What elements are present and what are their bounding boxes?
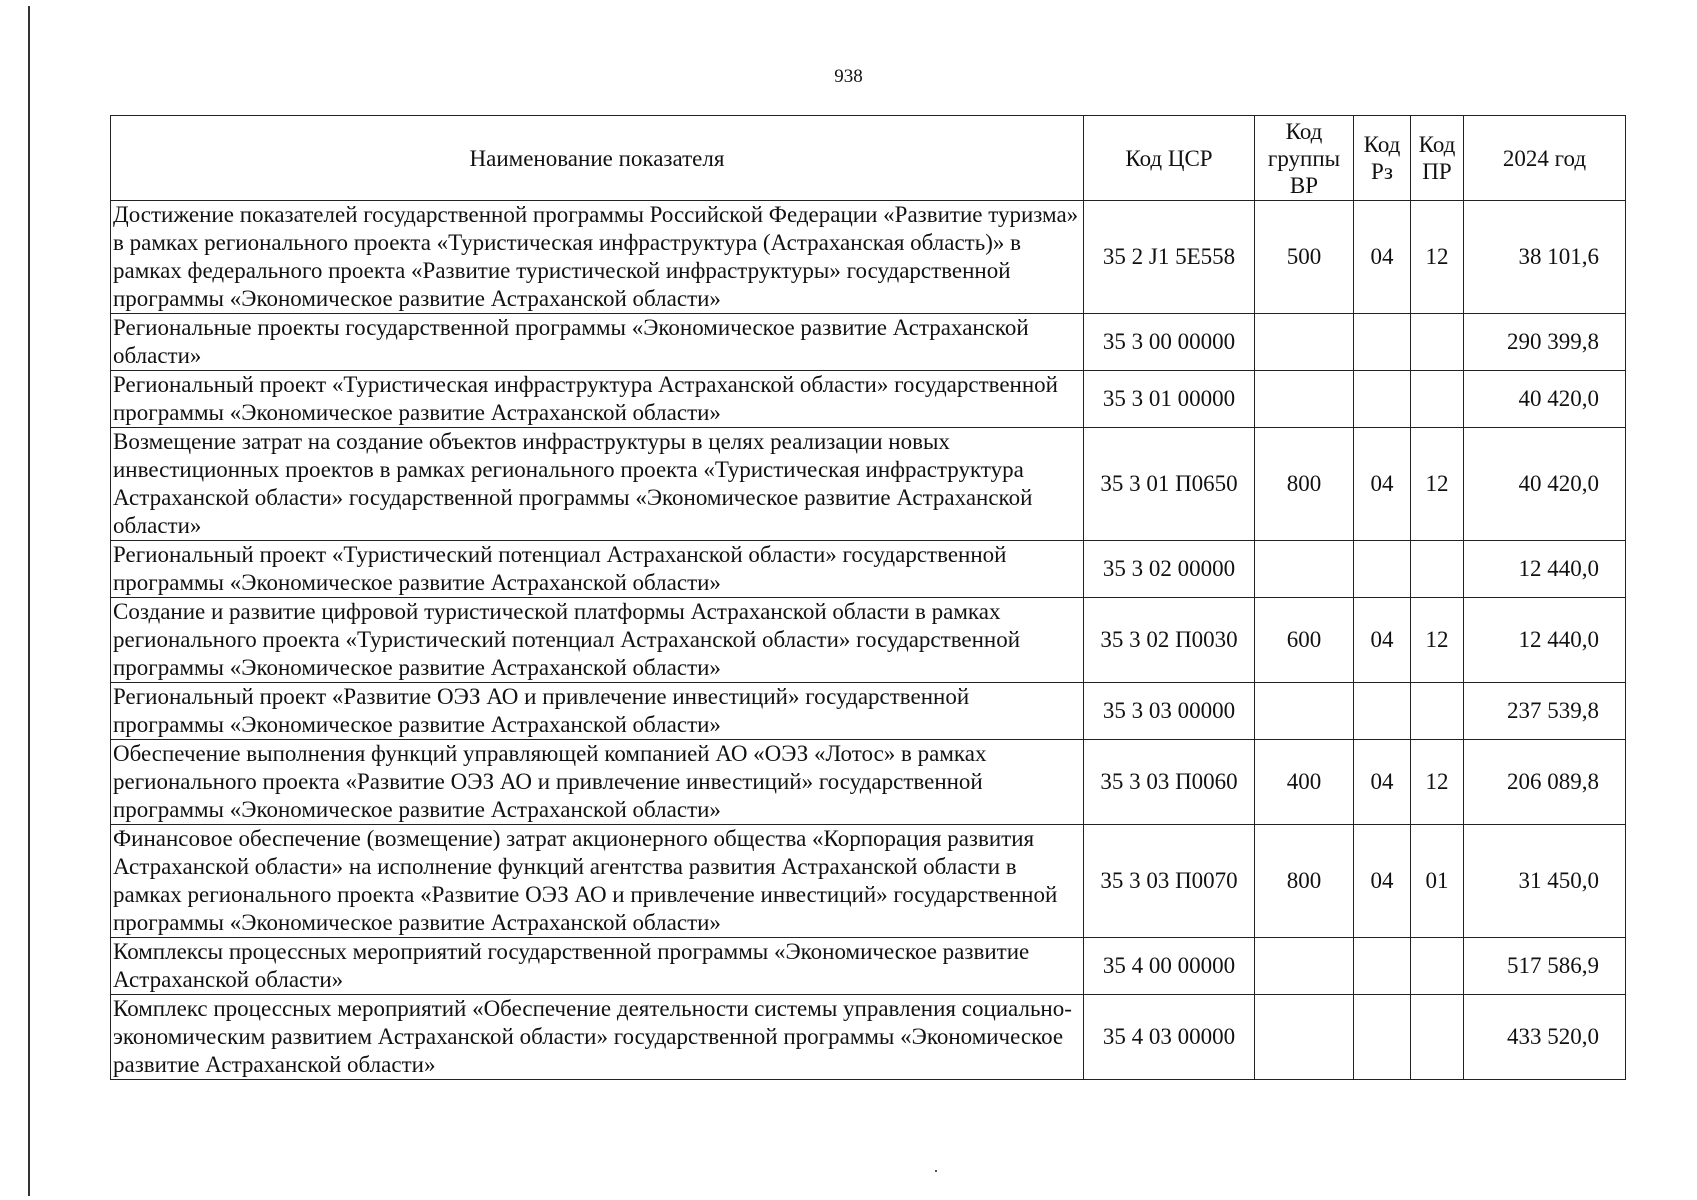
row-rz-code — [1354, 541, 1411, 598]
row-amount: 237 539,8 — [1464, 683, 1626, 740]
row-pr-code — [1411, 314, 1464, 371]
row-rz-code: 04 — [1354, 740, 1411, 825]
row-name: Обеспечение выполнения функций управляющей компанией АО «ОЭЗ «Лотос» в рамках регионального проекта «Развитие ОЭЗ АО и привлечение инвестиций» государственной программы «Экономическое развитие Астраханской области» — [111, 740, 1084, 825]
row-vr-code — [1255, 683, 1354, 740]
row-pr-code: 12 — [1411, 201, 1464, 314]
row-csr-code: 35 3 03 П0060 — [1084, 740, 1255, 825]
row-vr-code: 800 — [1255, 428, 1354, 541]
row-name: Финансовое обеспечение (возмещение) затрат акционерного общества «Корпорация развития Астраханской области» на исполнение функций агентства развития Астраханской области в рамках регионального проекта «Развитие ОЭЗ АО и привлечение инвестиций» государственной программы «Экономическое развитие Астраханской области» — [111, 825, 1084, 938]
table-header-row — [111, 116, 1626, 201]
row-name: Региональный проект «Развитие ОЭЗ АО и привлечение инвестиций» государственной программы «Экономическое развитие Астраханской области» — [111, 683, 1084, 740]
row-rz-code: 04 — [1354, 428, 1411, 541]
row-rz-code: 04 — [1354, 598, 1411, 683]
row-vr-code — [1255, 541, 1354, 598]
row-pr-code: 12 — [1411, 598, 1464, 683]
row-rz-code — [1354, 683, 1411, 740]
row-pr-code: 01 — [1411, 825, 1464, 938]
table-row — [111, 740, 1626, 825]
row-rz-code: 04 — [1354, 201, 1411, 314]
row-csr-code: 35 2 J1 5E558 — [1084, 201, 1255, 314]
header-rz-line: Код — [1363, 132, 1401, 157]
row-amount: 290 399,8 — [1464, 314, 1626, 371]
row-csr-code: 35 4 00 00000 — [1084, 938, 1255, 995]
row-vr-code — [1255, 314, 1354, 371]
header-pr-line: Код — [1418, 132, 1456, 157]
row-vr-code: 400 — [1255, 740, 1354, 825]
row-name: Возмещение затрат на создание объектов инфраструктуры в целях реализации новых инвестиционных проектов в рамках регионального проекта «Туристическая инфраструктура Астраханской области» государственной программы «Экономическое развитие Астраханской области» — [111, 428, 1084, 541]
row-name: Региональный проект «Туристический потенциал Астраханской области» государственной программы «Экономическое развитие Астраханской области» — [111, 541, 1084, 598]
row-csr-code: 35 3 01 00000 — [1084, 371, 1255, 428]
row-pr-code — [1411, 541, 1464, 598]
row-rz-code — [1354, 371, 1411, 428]
row-amount: 12 440,0 — [1464, 541, 1626, 598]
row-csr-code: 35 4 03 00000 — [1084, 995, 1255, 1080]
row-amount: 433 520,0 — [1464, 995, 1626, 1080]
header-pr-code — [1411, 116, 1464, 201]
table-row — [111, 428, 1626, 541]
table-row — [111, 541, 1626, 598]
table-row — [111, 825, 1626, 938]
table-row — [111, 314, 1626, 371]
header-vr-line: группы — [1267, 145, 1341, 171]
row-pr-code: 12 — [1411, 428, 1464, 541]
row-amount: 517 586,9 — [1464, 938, 1626, 995]
row-name: Достижение показателей государственной программы Российской Федерации «Развитие туризма» в рамках регионального проекта «Туристическая инфраструктура (Астраханская область)» в рамках федерального проекта «Развитие туристической инфраструктуры» государственной программы «Экономическое развитие Астраханской области» — [111, 201, 1084, 314]
row-amount: 38 101,6 — [1464, 201, 1626, 314]
row-csr-code: 35 3 00 00000 — [1084, 314, 1255, 371]
header-year: 2024 год — [1464, 116, 1626, 201]
row-vr-code — [1255, 938, 1354, 995]
budget-table — [110, 115, 1626, 1080]
row-name: Комплекс процессных мероприятий «Обеспечение деятельности системы управления социально-экономическим развитием Астраханской области» государственной программы «Экономическое развитие Астраханской области» — [111, 995, 1084, 1080]
row-amount: 40 420,0 — [1464, 371, 1626, 428]
row-rz-code — [1354, 314, 1411, 371]
row-name: Создание и развитие цифровой туристической платформы Астраханской области в рамках регионального проекта «Туристический потенциал Астраханской области» государственной программы «Экономическое развитие Астраханской области» — [111, 598, 1084, 683]
row-name: Комплексы процессных мероприятий государственной программы «Экономическое развитие Астраханской области» — [111, 938, 1084, 995]
row-rz-code — [1354, 995, 1411, 1080]
table-row — [111, 371, 1626, 428]
row-amount: 206 089,8 — [1464, 740, 1626, 825]
row-pr-code — [1411, 938, 1464, 995]
table-row — [111, 938, 1626, 995]
table-row — [111, 598, 1626, 683]
header-pr-line: ПР — [1422, 159, 1452, 184]
row-pr-code — [1411, 683, 1464, 740]
header-vr-code — [1255, 116, 1354, 201]
row-vr-code — [1255, 995, 1354, 1080]
row-name: Региональные проекты государственной программы «Экономическое развитие Астраханской области» — [111, 314, 1084, 371]
row-csr-code: 35 3 03 00000 — [1084, 683, 1255, 740]
header-rz-code — [1354, 116, 1411, 201]
row-pr-code: 12 — [1411, 740, 1464, 825]
binding-margin-line — [28, 6, 30, 1196]
row-csr-code: 35 3 01 П0650 — [1084, 428, 1255, 541]
row-vr-code — [1255, 371, 1354, 428]
header-vr-line: ВР — [1289, 172, 1319, 198]
row-amount: 31 450,0 — [1464, 825, 1626, 938]
row-csr-code: 35 3 03 П0070 — [1084, 825, 1255, 938]
header-csr-code: Код ЦСР — [1084, 116, 1255, 201]
row-pr-code — [1411, 371, 1464, 428]
header-vr-line: Код — [1285, 118, 1323, 144]
header-name: Наименование показателя — [111, 116, 1084, 201]
row-rz-code — [1354, 938, 1411, 995]
table-row — [111, 995, 1626, 1080]
row-csr-code: 35 3 02 П0030 — [1084, 598, 1255, 683]
row-amount: 12 440,0 — [1464, 598, 1626, 683]
row-vr-code: 800 — [1255, 825, 1354, 938]
row-pr-code — [1411, 995, 1464, 1080]
table-row — [111, 683, 1626, 740]
header-rz-line: Рз — [1371, 159, 1393, 184]
table-row — [111, 201, 1626, 314]
row-vr-code: 600 — [1255, 598, 1354, 683]
scan-speck — [935, 1170, 937, 1172]
row-rz-code: 04 — [1354, 825, 1411, 938]
row-vr-code: 500 — [1255, 201, 1354, 314]
row-csr-code: 35 3 02 00000 — [1084, 541, 1255, 598]
row-amount: 40 420,0 — [1464, 428, 1626, 541]
page-number: 938 — [834, 66, 863, 87]
row-name: Региональный проект «Туристическая инфраструктура Астраханской области» государственной программы «Экономическое развитие Астраханской области» — [111, 371, 1084, 428]
